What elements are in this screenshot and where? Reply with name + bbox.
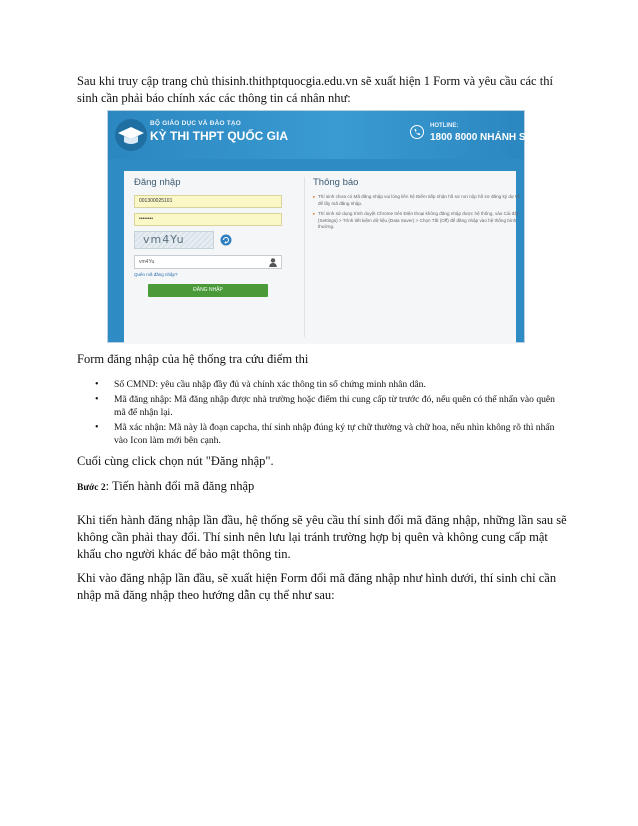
hotline-number: 1800 8000 NHÁNH SỐ 2 [430, 132, 542, 143]
notice-panel [304, 177, 521, 337]
figure-caption: Form đăng nhập của hệ thống tra cứu điểm thi [77, 352, 309, 366]
list-item: • Số CMND: yêu cầu nhập đầy đủ và chính xác thông tin số chứng minh nhân dân. [95, 379, 426, 390]
forgot-code-link[interactable]: Quên mã đăng nhập? [134, 272, 178, 277]
list-item: • Mã xác nhận: Mã này là đoạn capcha, thí sinh nhập đúng ký tự chữ thường và chữ hoa, nếu nhìn không rõ thì nhấn vào Icon làm mới bên cạnh. [95, 422, 555, 446]
login-title: Đăng nhập [134, 177, 181, 188]
login-screenshot [107, 110, 542, 343]
paragraph-change-form: Khi vào đăng nhập lần đầu, sẽ xuất hiện Form đổi mã đăng nhập như hình dưới, thí sinh chỉ cần nhập mã đăng nhập theo hướng dẫn cụ thể như sau: [77, 571, 557, 602]
bullet-text: Số CMND: yêu cầu nhập đầy đủ và chính xác thông tin số chứng minh nhân dân. [114, 379, 426, 390]
login-form [134, 177, 294, 297]
bullet-text: Mã đăng nhập: Mã đăng nhập được nhà trường hoặc điểm thi cung cấp từ trước đó, nếu quên có thể nhấn vào quên mã để nhận lại. [114, 394, 555, 418]
step-heading: Bước 2: Tiến hành đổi mã đăng nhập [77, 479, 255, 493]
bullet-text: Mã xác nhận: Mã này là đoạn capcha, thí sinh nhập đúng ký tự chữ thường và chữ hoa, nếu nhìn không rõ thì nhấn vào Icon làm mới bên cạnh. [114, 422, 555, 446]
notice-title: Thông báo [313, 177, 359, 188]
list-item: • Mã đăng nhập: Mã đăng nhập được nhà trường hoặc điểm thi cung cấp từ trước đó, nếu quên có thể nhấn vào quên mã để nhận lại. [95, 394, 555, 418]
final-click-text: Cuối cùng click chọn nút "Đăng nhập". [77, 454, 274, 468]
phone-icon [410, 125, 424, 139]
captcha-input[interactable] [134, 255, 282, 269]
refresh-icon[interactable] [220, 234, 232, 246]
hotline-label: HOTLINE: [430, 123, 459, 129]
captcha-image: vm4Yu [134, 231, 214, 249]
content-panel [124, 171, 521, 344]
login-button[interactable]: ĐĂNG NHẬP [148, 284, 268, 297]
captcha-input-value: vm4Yu [139, 259, 155, 265]
captcha-row [134, 231, 294, 251]
step-text: Tiến hành đổi mã đăng nhập [112, 479, 255, 493]
id-number-input[interactable]: 001300025101 [134, 195, 282, 208]
ministry-name: BỘ GIÁO DỤC VÀ ĐÀO TẠO [150, 120, 242, 127]
notice-item: ▸ Thí sinh chưa có Mã đăng nhập vui lòng liên hệ Điểm tiếp nhận hồ sơ nơi nộp hồ sơ đăng ký dự thi để lấy mã đăng nhập. [313, 194, 521, 207]
site-header [108, 111, 542, 159]
step-label: Bước 2 [77, 483, 106, 493]
notice-item: ▸ Thí sinh sử dụng trình duyệt Chrome trên Điện thoại không đăng nhập được hệ thống, vào Cài đặt (Settings) > Trình tiết kiệm dữ liệu (Data Saver) > Chọn Tắt (Off) để đăng nhập vào hệ thống bình thường. [313, 211, 521, 231]
field-list [77, 378, 567, 449]
graduation-cap-icon [114, 118, 148, 152]
paragraph-first-login: Khi tiến hành đăng nhập lần đầu, hệ thống sẽ yêu cầu thí sinh đổi mã đăng nhập, những lần sau sẽ không cần phải thay đổi. Thí sinh nên lưu lại tránh trường hợp bị quên và không cung cấp mật khẩu cho người khác để bảo mật thông tin. [77, 513, 567, 561]
intro-paragraph: Sau khi truy cập trang chủ thisinh.thithptquocgia.edu.vn sẽ xuất hiện 1 Form và yêu cầu các thí sinh cần phải báo chính xác các thông tin cá nhân như: [77, 74, 553, 105]
user-icon [269, 258, 277, 267]
exam-title: KỲ THI THPT QUỐC GIA [150, 129, 288, 143]
password-input[interactable]: •••••••• [134, 213, 282, 226]
